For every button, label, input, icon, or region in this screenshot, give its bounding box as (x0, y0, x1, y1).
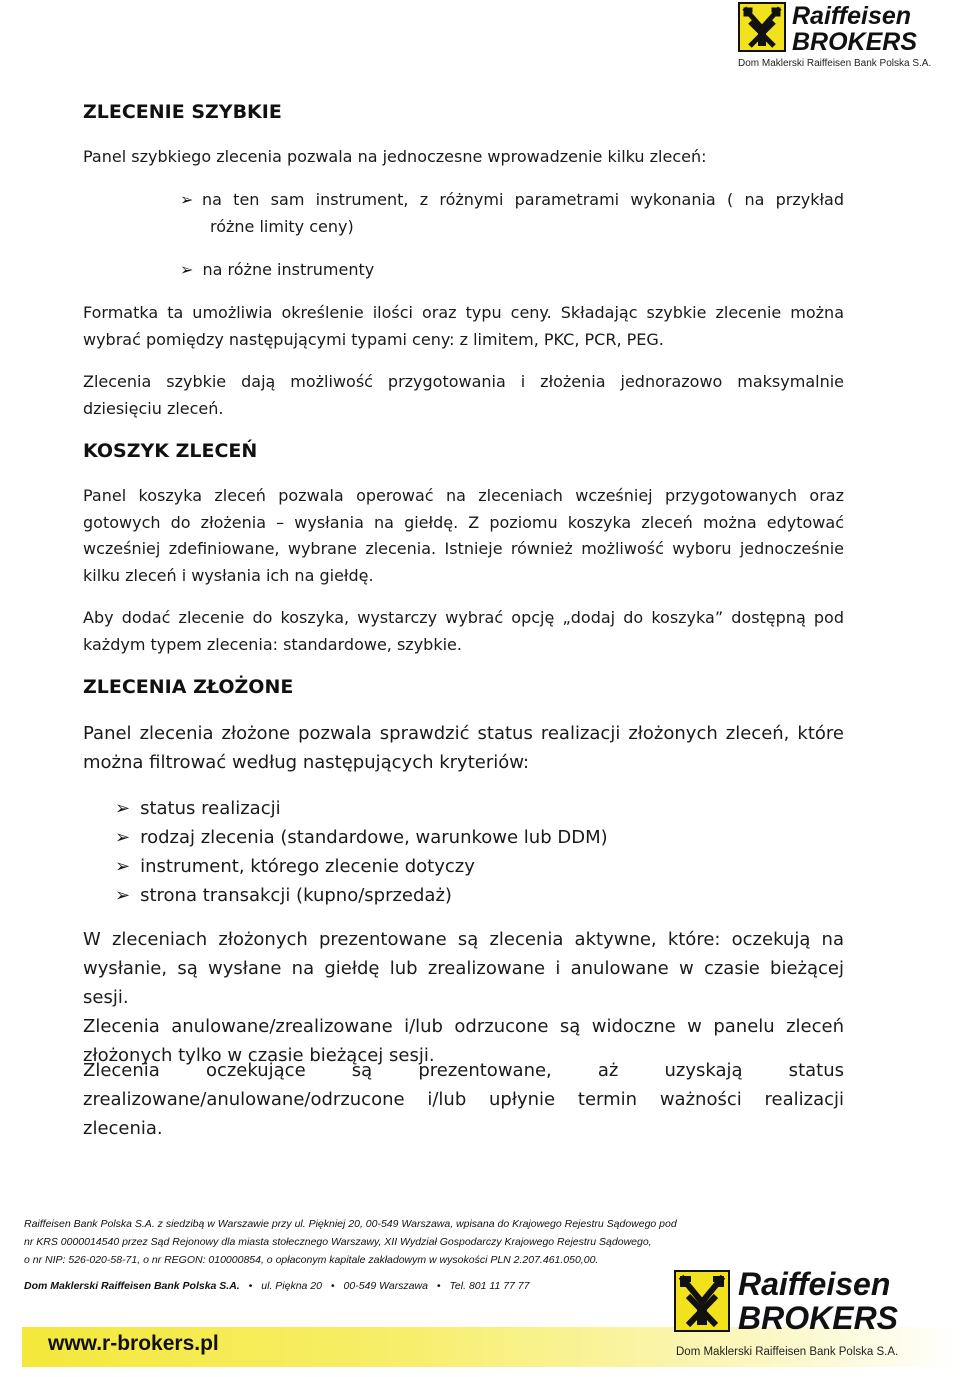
criteria-list (115, 794, 608, 910)
brand-subtitle: Dom Maklerski Raiffeisen Bank Polska S.A. (738, 58, 932, 69)
website-link[interactable]: www.r-brokers.pl (48, 1332, 219, 1355)
paragraph-koszyk: Panel koszyka zleceń pozwala operować na zleceniach wcześniej przygotowanych oraz gotowych do złożenia – wysłania na giełdę. Z poziomu koszyka zleceń można edytować wcześniej zdefiniowane, wybrane zlecenia. Istnieje również możliwość wyboru jednocześnie kilku zleceń i wysłania ich na giełdę. (83, 486, 844, 585)
paragraph-zlecenia-szybkie: Zlecenia szybkie dają możliwość przygotowania i złożenia jednorazowo maksymalnie dziesięciu zleceń. (83, 372, 844, 418)
heading-zlecenia-zlozone: ZLECENIA ZŁOŻONE (83, 676, 294, 698)
paragraph-zlecenia-oczekujace: Zlecenia oczekujące są prezentowane, aż uzyskają status zrealizowane/anulowane/odrzucone i/lub upłynie termin ważności realizacji zlecenia. (83, 1060, 844, 1139)
brand-name-line1: Raiffeisen (738, 1266, 891, 1302)
arrow-bullet-icon: ➢ (180, 260, 194, 279)
arrow-bullet-icon: ➢ (115, 798, 131, 819)
brand-subtitle: Dom Maklerski Raiffeisen Bank Polska S.A. (676, 1346, 899, 1358)
intro-paragraph: Panel szybkiego zlecenia pozwala na jednoczesne wprowadzenie kilku zleceń: (83, 147, 707, 166)
raiffeisen-gable-icon (674, 1270, 730, 1332)
header-logo (738, 2, 938, 70)
arrow-bullet-icon: ➢ (115, 827, 131, 848)
paragraph-zlozone: Panel zlecenia złożone pozwala sprawdzić status realizacji złożonych zleceń, które można filtrować według następujących kryteriów: (83, 723, 844, 773)
raiffeisen-gable-icon (738, 2, 786, 52)
heading-zlecenie-szybkie: ZLECENIE SZYBKIE (83, 101, 282, 123)
arrow-bullet-icon: ➢ (115, 885, 131, 906)
footer-address: Dom Maklerski Raiffeisen Bank Polska S.A. • ul. Piękna 20 • 00-549 Warszawa • Tel. 801 11 77 77 (24, 1280, 530, 1292)
bullet-item: ➢ instrument, którego zlecenie dotyczy (115, 856, 475, 877)
paragraph-zlecenia-aktywne: W zleceniach złożonych prezentowane są zlecenia aktywne, które: oczekują na wysłanie, są wysłane na giełdę lub zrealizowane i anulowane w czasie bieżącej sesji. Zlecenia anulowane/zrealizowane i/lub odrzucone są widoczne w panelu zleceń złożonych tylko w czasie bieżącej sesji. (83, 929, 844, 1066)
brand-name-line2: BROKERS (792, 28, 918, 56)
brand-name-line1: Raiffeisen (792, 2, 912, 30)
bullet-item: ➢ na różne instrumenty (180, 260, 375, 279)
bullet-item: ➢ status realizacji (115, 798, 281, 819)
arrow-bullet-icon: ➢ (115, 856, 131, 877)
bullet-item: ➢ rodzaj zlecenia (standardowe, warunkowe lub DDM) (115, 827, 608, 848)
heading-koszyk-zlecen: KOSZYK ZLECEŃ (83, 440, 258, 462)
footer-logo (672, 1264, 922, 1370)
arrow-bullet-icon: ➢ (180, 190, 194, 209)
footer-legal: Raiffeisen Bank Polska S.A. z siedzibą w Warszawie przy ul. Piękniej 20, 00-549 Warszawa, wpisana do Krajowego Rejestru Sądowego pod nr KRS 0000014540 przez Sąd Rejonowy dla miasta stołecznego Warszawy, XII Wydział Gospodarczy Krajowego Rejestru Sądowego, o nr NIP: 526-020-58-71, o nr REGON: 010000854, o opłaconym kapitale zakładowym w wysokości PLN 2.207.461.050,00. (24, 1218, 677, 1266)
paragraph-dodaj-do-koszyka: Aby dodać zlecenie do koszyka, wystarczy wybrać opcję „dodaj do koszyka” dostępną pod każdym typem zlecenia: standardowe, szybkie. (83, 608, 844, 654)
brand-name-line2: BROKERS (738, 1300, 899, 1336)
bullet-item: ➢ strona transakcji (kupno/sprzedaż) (115, 885, 452, 906)
paragraph-formatka: Formatka ta umożliwia określenie ilości oraz typu ceny. Składając szybkie zlecenie można wybrać pomiędzy następującymi typami ceny: z limitem, PKC, PCR, PEG. (83, 303, 844, 349)
bullet-item: ➢ na ten sam instrument, z różnymi parametrami wykonania ( na przykład różne limity ceny) (180, 187, 844, 240)
